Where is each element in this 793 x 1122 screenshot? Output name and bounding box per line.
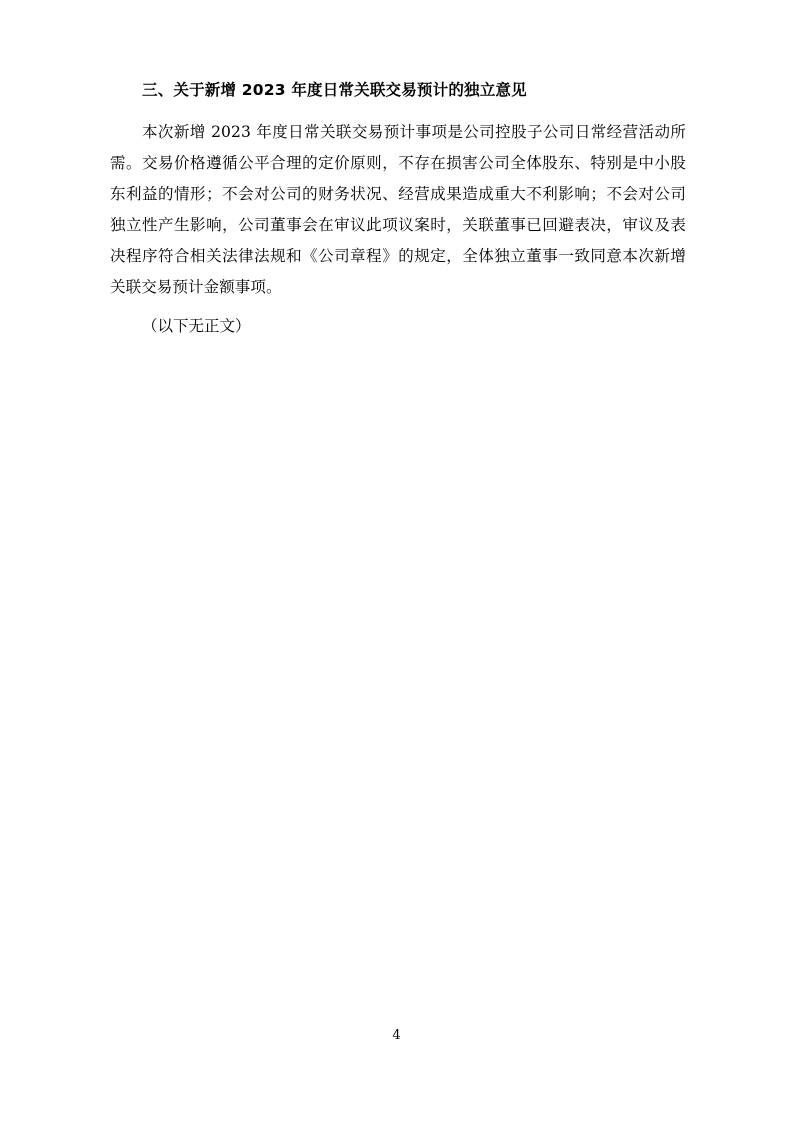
body-paragraph: 本次新增 2023 年度日常关联交易预计事项是公司控股子公司日常经营活动所需。交易价格遵循公平合理的定价原则，不存在损害公司全体股东、特别是中小股东利益的情形；不会对公司的财务状况、经营成果造成重大不利影响；不会对公司独立性产生影响，公司董事会在审议此项议案时，关联董事已回避表决，审议及表决程序符合相关法律法规和《公司章程》的规定，全体独立董事一致同意本次新增关联交易预计金额事项。 (110, 122, 686, 296)
document-body (110, 78, 686, 342)
page-number: 4 (392, 1028, 401, 1043)
section-heading: 三、关于新增 2023 年度日常关联交易预计的独立意见 (142, 81, 527, 99)
closing-note: （以下无正文） (142, 316, 251, 335)
